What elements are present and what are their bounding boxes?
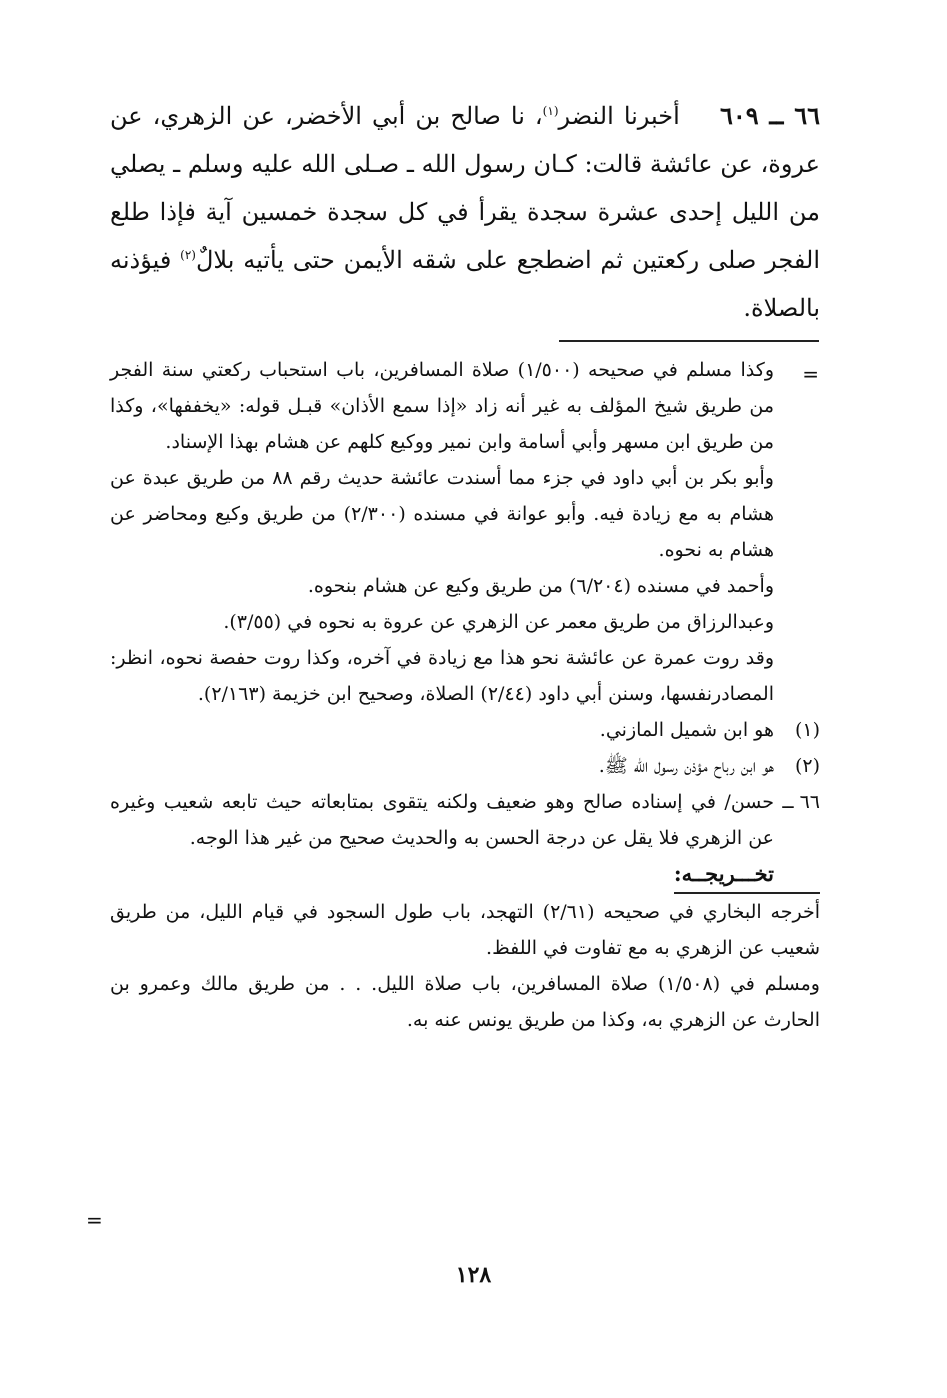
hadith-paragraph bbox=[110, 92, 820, 332]
footnotes-section bbox=[110, 352, 820, 1038]
page-number: ١٢٨ bbox=[455, 1262, 492, 1288]
footnote-2-text: هو ابن رباح مؤذن رسول الله ﷺ. bbox=[598, 755, 774, 777]
continuation-mark-bottom: = bbox=[86, 1208, 103, 1232]
takhrij-para-1: أخرجه البخاري في صحيحه (٢/٦١) التهجد، باب طول السجود في قيام الليل، من طريق شعيب عن الزهري به مع تفاوت في اللفظ. bbox=[110, 901, 820, 959]
hadith-text bbox=[110, 92, 820, 332]
footnote-divider bbox=[559, 340, 819, 342]
footnote-1 bbox=[110, 712, 820, 748]
footnote-continued-para-3: وأحمد في مسنده (٦/٢٠٤) من طريق وكيع عن هشام بنحوه. bbox=[307, 575, 774, 597]
footnote-1-marker: (١) bbox=[794, 719, 820, 741]
footnote-continued-para-4: وعبدالرزاق من طريق معمر عن الزهري عن عروة به نحوه في (٣/٥٥). bbox=[223, 611, 774, 633]
grading-note bbox=[110, 784, 820, 856]
footnote-1-text: هو ابن شميل المازني. bbox=[599, 719, 774, 741]
footnote-continued-para-2: وأبو بكر بن أبي داود في جزء مما أسندت عائشة حديث رقم ٨٨ من طريق عبدة عن هشام به مع زيادة فيه. وأبو عوانة في مسنده (٢/٣٠٠) من طريق وكيع ومحاضر عن هشام به نحوه. bbox=[110, 467, 774, 561]
hadith-line-1: أخبرنا النضر bbox=[558, 102, 680, 130]
footnote-ref-1: (١) bbox=[542, 104, 559, 118]
footnote-2-marker: (٢) bbox=[794, 755, 820, 777]
takhrij-heading: تخـــريجــه: bbox=[674, 856, 820, 894]
grading-marker: ٦٦ ــ bbox=[782, 791, 820, 813]
hadith-line-3: فيؤذنه بالصلاة. bbox=[110, 246, 820, 322]
footnote-continued-para-5: وقد روت عمرة عن عائشة نحو هذا مع زيادة في آخره، وكذا روت حفصة نحوه، انظر: المصادرنفسها، وسنن أبي داود (٢/٤٤) الصلاة، وصحيح ابن خزيمة (٢/١٦٣). bbox=[110, 647, 774, 705]
continuation-mark-top: = bbox=[802, 362, 819, 386]
hadith-number: ٦٦ ــ ٦٠٩ bbox=[719, 101, 820, 130]
footnote-ref-2: (٢) bbox=[180, 248, 196, 262]
takhrij-para-2: ومسلم في (١/٥٠٨) صلاة المسافرين، باب صلاة الليل. . . من طريق مالك وعمرو بن الحارث عن الزهري به، وكذا من طريق يونس عنه به. bbox=[110, 973, 820, 1031]
takhrij-heading-wrap bbox=[110, 856, 820, 894]
footnote-2 bbox=[110, 748, 820, 784]
hadith-line-2: ، نا صالح بن أبي الأخضر، عن الزهري، عن عروة، عن عائشة قالت: كـان رسول الله ـ صـلى الله عليه وسلم ـ يصلي من الليل إحدى عشرة سجدة يقرأ في كل سجدة خمسين آية فإذا طلع الفجر صلى ركعتين ثم اضطجع على شقه الأيمن حتى يأتيه بلالٌ bbox=[110, 102, 821, 274]
grading-text: حسن/ في إسناده صالح وهو ضعيف ولكنه يتقوى بمتابعاته حيث تابعه شعيب وغيره عن الزهري فلا يقل عن درجة الحسن به والحديث صحيح من غير هذا الوجه. bbox=[110, 791, 774, 849]
footnote-continued-para-1: وكذا مسلم في صحيحه (١/٥٠٠) صلاة المسافرين، باب استحباب ركعتي سنة الفجر من طريق شيخ المؤلف به غير أنه زاد «إذا سمع الأذان» قبـل قوله: «يخففها»، وكذا من طريق ابن مسهر وأبي أسامة وابن نمير ووكيع كلهم عن هشام بهذا الإسناد. bbox=[110, 359, 774, 453]
